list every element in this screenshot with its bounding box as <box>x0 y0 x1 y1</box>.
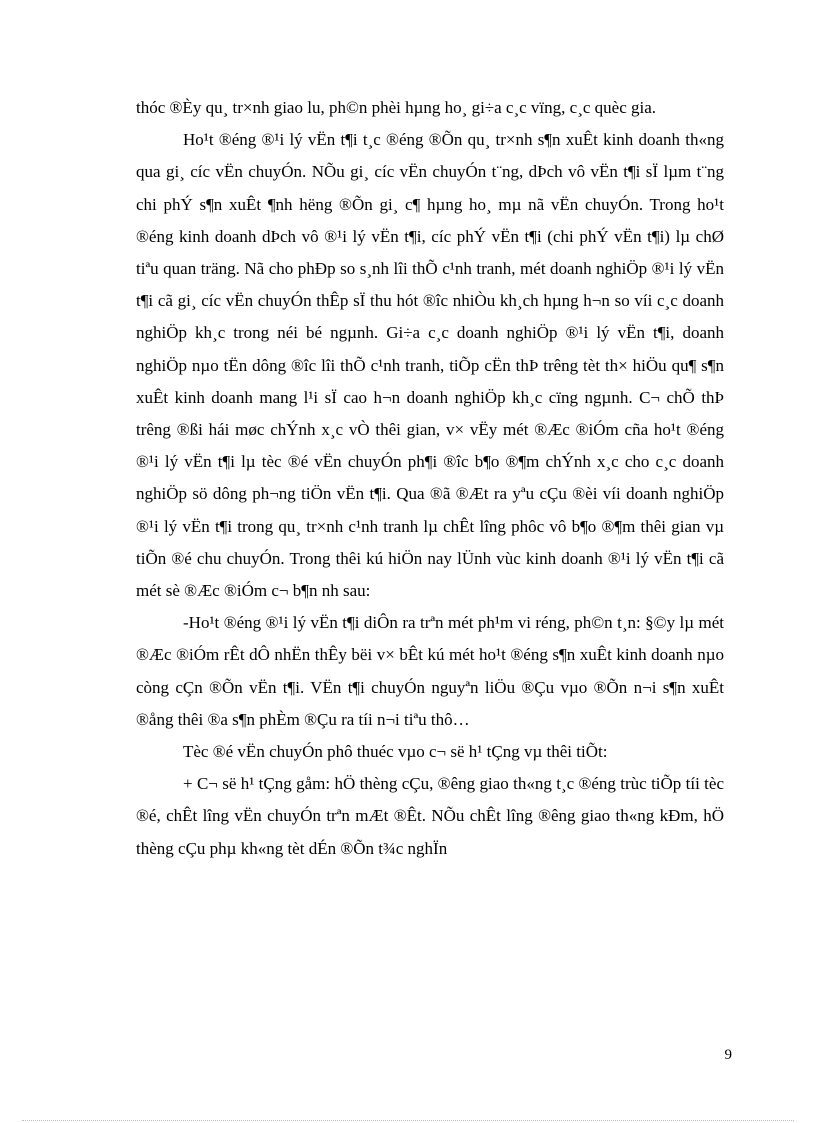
paragraph-1: thóc ®Èy qu¸ tr×nh giao lu, ph©n phèi hµng ho¸ gi÷a c¸c vïng, c¸c quèc gia. <box>136 98 657 117</box>
page-number: 9 <box>724 1047 732 1063</box>
paragraph-2: Ho¹t ®éng ®¹i lý vËn t¶i t¸c ®éng ®Õn qu¸ tr×nh s¶n xuÊt kinh doanh th«ng qua gi¸ cíc vËn chuyÓn. NÕu gi¸ cíc vËn chuyÓn t¨ng, dÞch vô vËn t¶i sÏ lµm t¨ng chi phÝ s¶n xuÊt ¶nh hëng ®Õn gi¸ c¶ hµng ho¸ mµ nã vËn chuyÓn. Trong ho¹t ®éng kinh doanh dÞch vô ®¹i lý vËn t¶i, cíc phÝ vËn t¶i (chi phÝ vËn t¶i) lµ chØ tiªu quan träng. Nã cho phÐp so s¸nh lîi thÕ c¹nh tranh, mét doanh nghiÖp ®¹i lý vËn t¶i cã gi¸ cíc vËn chuyÓn thÊp sÏ thu hót ®îc nhiÒu kh¸ch hµng h¬n so víi c¸c doanh nghiÖp kh¸c trong néi bé ngµnh. Gi÷a c¸c doanh nghiÖp ®¹i lý vËn t¶i, doanh nghiÖp nµo tËn dông ®îc lîi thÕ c¹nh tranh, tiÕp cËn thÞ trêng tèt th× hiÖu qu¶ s¶n xuÊt kinh doanh mang l¹i sÏ cao h¬n doanh nghiÖp kh¸c cïng ngµnh. C¬ chÕ thÞ trêng ®ßi hái møc chÝnh x¸c vÒ thêi gian, v× vËy mét ®Æc ®iÓm cña ho¹t ®éng ®¹i lý vËn t¶i lµ tèc ®é vËn chuyÓn ph¶i ®îc b¶o ®¶m chÝnh x¸c cho c¸c doanh nghiÖp sö dông ph¬ng tiÖn vËn t¶i. Qua ®ã ®Æt ra yªu cÇu ®èi víi doanh nghiÖp ®¹i lý vËn t¶i trong qu¸ tr×nh c¹nh tranh lµ chÊt lîng phôc vô b¶o ®¶m thêi gian vµ tiÕn ®é chu chuyÓn. Trong thêi kú hiÖn nay lÜnh vùc kinh doanh ®¹i lý vËn t¶i cã mét sè ®Æc ®iÓm c¬ b¶n nh sau: <box>136 130 724 601</box>
paragraph-4: Tèc ®é vËn chuyÓn phô thuéc vµo c¬ së h¹ tÇng vµ thêi tiÕt: <box>183 742 608 762</box>
body-text <box>136 92 724 865</box>
page-bottom-divider <box>22 1120 794 1121</box>
paragraph-5: + C¬ së h¹ tÇng gåm: hÖ thèng cÇu, ®êng giao th«ng t¸c ®éng trùc tiÕp tíi tèc ®é, chÊt lîng vËn chuyÓn trªn mÆt ®Êt. NÕu chÊt lîng ®êng giao th«ng kÐm, hÖ thèng cÇu phµ kh«ng tèt dÉn ®Õn t¾c nghÏn <box>136 774 724 858</box>
paragraph-3: -Ho¹t ®éng ®¹i lý vËn t¶i diÔn ra trªn mét ph¹m vi réng, ph©n t¸n: §©y lµ mét ®Æc ®iÓm rÊt dÔ nhËn thÊy bëi v× bÊt kú mét ho¹t ®éng s¶n xuÊt kinh doanh nµo còng cÇn ®Õn vËn t¶i. VËn t¶i chuyÓn nguyªn liÖu ®Çu vµo ®Õn n¬i s¶n xuÊt ®ång thêi ®a s¶n phÈm ®Çu ra tíi n¬i tiªu thô… <box>136 613 724 729</box>
